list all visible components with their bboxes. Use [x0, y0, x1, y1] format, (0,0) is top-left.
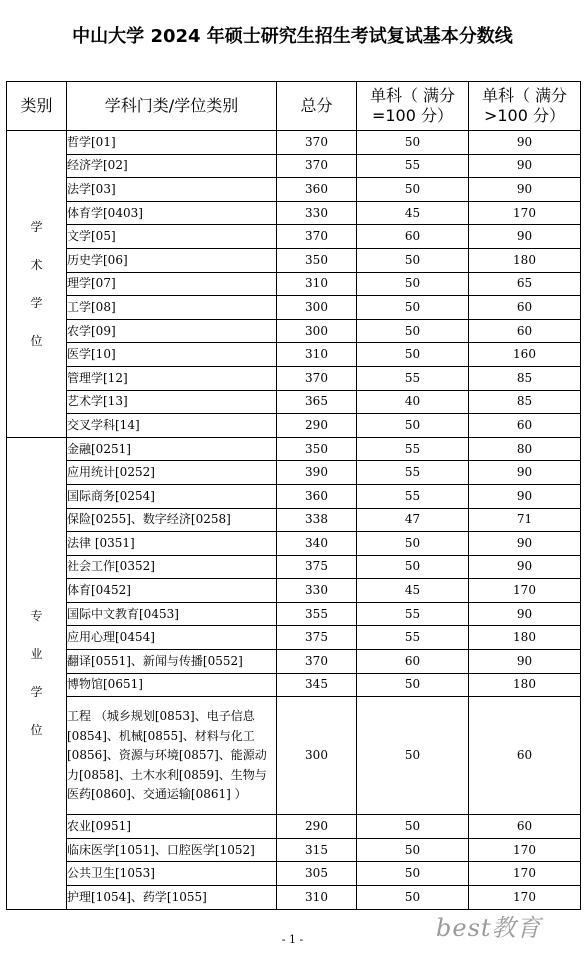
table-header-row	[7, 82, 581, 131]
table-row	[7, 154, 581, 178]
single-over-100-cell: 90	[469, 225, 581, 249]
subject-cell: 艺术学[13]	[67, 390, 277, 414]
subject-cell: 经济学[02]	[67, 154, 277, 178]
table-row	[7, 697, 581, 815]
subject-cell: 法律 [0351]	[67, 532, 277, 556]
single-over-100-cell: 180	[469, 626, 581, 650]
single-over-100-cell: 170	[469, 201, 581, 225]
subject-cell: 金融[0251]	[67, 437, 277, 461]
total-score-cell: 330	[277, 579, 357, 603]
single-100-cell: 50	[357, 886, 469, 910]
single-100-cell: 60	[357, 225, 469, 249]
total-score-cell: 290	[277, 414, 357, 438]
single-over-100-cell: 90	[469, 131, 581, 155]
total-score-cell: 330	[277, 201, 357, 225]
table-row	[7, 414, 581, 438]
single-100-cell: 55	[357, 602, 469, 626]
total-score-cell: 315	[277, 838, 357, 862]
subject-cell: 工学[08]	[67, 296, 277, 320]
total-score-cell: 300	[277, 319, 357, 343]
single-over-100-cell: 170	[469, 579, 581, 603]
subject-cell: 国际中文教育[0453]	[67, 602, 277, 626]
single-over-100-cell: 65	[469, 272, 581, 296]
table-row	[7, 838, 581, 862]
total-score-cell: 365	[277, 390, 357, 414]
category-cell	[7, 131, 67, 438]
subject-cell: 护理[1054]、药学[1055]	[67, 886, 277, 910]
table-row	[7, 272, 581, 296]
single-over-100-cell: 60	[469, 697, 581, 815]
total-score-cell: 360	[277, 484, 357, 508]
subject-cell: 博物馆[0651]	[67, 673, 277, 697]
table-row	[7, 248, 581, 272]
single-over-100-cell: 60	[469, 296, 581, 320]
total-score-cell: 390	[277, 461, 357, 485]
total-score-cell: 310	[277, 886, 357, 910]
total-score-cell: 345	[277, 673, 357, 697]
subject-cell: 应用统计[0252]	[67, 461, 277, 485]
subject-cell: 历史学[06]	[67, 248, 277, 272]
table-row	[7, 579, 581, 603]
single-over-100-cell: 90	[469, 650, 581, 674]
single-100-cell: 50	[357, 343, 469, 367]
subject-cell: 社会工作[0352]	[67, 555, 277, 579]
subject-cell: 翻译[0551]、新闻与传播[0552]	[67, 650, 277, 674]
single-100-cell: 50	[357, 319, 469, 343]
total-score-cell: 375	[277, 626, 357, 650]
single-over-100-cell: 80	[469, 437, 581, 461]
total-score-cell: 338	[277, 508, 357, 532]
table-row	[7, 178, 581, 202]
single-100-cell: 47	[357, 508, 469, 532]
single-100-cell: 50	[357, 838, 469, 862]
single-over-100-cell: 60	[469, 414, 581, 438]
single-100-cell: 50	[357, 131, 469, 155]
single-100-cell: 50	[357, 862, 469, 886]
table-row	[7, 602, 581, 626]
category-cell	[7, 437, 67, 909]
table-row	[7, 461, 581, 485]
single-over-100-cell: 180	[469, 673, 581, 697]
table-row	[7, 650, 581, 674]
table-row	[7, 296, 581, 320]
total-score-cell: 300	[277, 296, 357, 320]
subject-cell: 国际商务[0254]	[67, 484, 277, 508]
table-body	[7, 131, 581, 910]
single-over-100-cell: 90	[469, 178, 581, 202]
single-100-cell: 55	[357, 154, 469, 178]
total-score-cell: 305	[277, 862, 357, 886]
single-over-100-cell: 90	[469, 555, 581, 579]
single-over-100-cell: 90	[469, 532, 581, 556]
table-row	[7, 532, 581, 556]
subject-cell: 农业[0951]	[67, 815, 277, 839]
total-score-cell: 350	[277, 437, 357, 461]
single-over-100-cell: 71	[469, 508, 581, 532]
single-over-100-cell: 85	[469, 390, 581, 414]
single-100-cell: 50	[357, 296, 469, 320]
total-score-cell: 370	[277, 154, 357, 178]
subject-cell: 理学[07]	[67, 272, 277, 296]
total-score-cell: 290	[277, 815, 357, 839]
header-single-100: 单科（ 满分=100 分）	[357, 82, 469, 131]
single-over-100-cell: 60	[469, 319, 581, 343]
header-single-over-100: 单科（ 满分>100 分）	[469, 82, 581, 131]
header-total: 总分	[277, 82, 357, 131]
single-over-100-cell: 90	[469, 602, 581, 626]
single-100-cell: 45	[357, 579, 469, 603]
subject-cell: 哲学[01]	[67, 131, 277, 155]
table-row	[7, 201, 581, 225]
total-score-cell: 350	[277, 248, 357, 272]
table-row	[7, 343, 581, 367]
subject-cell: 工程 （城乡规划[0853]、电子信息[0854]、机械[0855]、材料与化工[0856]、资源与环境[0857]、能源动力[0858]、土木水利[0859]、生物与医药[0860]、交通运输[0861] ）	[67, 697, 277, 815]
table-row	[7, 131, 581, 155]
category-label: 学术学位	[30, 219, 43, 348]
single-over-100-cell: 170	[469, 838, 581, 862]
subject-cell: 交叉学科[14]	[67, 414, 277, 438]
total-score-cell: 340	[277, 532, 357, 556]
single-over-100-cell: 90	[469, 154, 581, 178]
single-100-cell: 55	[357, 461, 469, 485]
subject-cell: 法学[03]	[67, 178, 277, 202]
single-100-cell: 50	[357, 248, 469, 272]
single-over-100-cell: 160	[469, 343, 581, 367]
table-row	[7, 390, 581, 414]
subject-cell: 公共卫生[1053]	[67, 862, 277, 886]
total-score-cell: 310	[277, 272, 357, 296]
single-over-100-cell: 170	[469, 862, 581, 886]
category-label: 专业学位	[30, 609, 43, 738]
table-row	[7, 366, 581, 390]
table-row	[7, 484, 581, 508]
table-row	[7, 815, 581, 839]
subject-cell: 农学[09]	[67, 319, 277, 343]
single-100-cell: 50	[357, 178, 469, 202]
header-subject: 学科门类/学位类别	[67, 82, 277, 131]
single-100-cell: 45	[357, 201, 469, 225]
table-row	[7, 437, 581, 461]
table-row	[7, 508, 581, 532]
table-row	[7, 225, 581, 249]
single-over-100-cell: 85	[469, 366, 581, 390]
table-row	[7, 673, 581, 697]
single-100-cell: 50	[357, 532, 469, 556]
page-title: 中山大学 2024 年硕士研究生招生考试复试基本分数线	[72, 26, 513, 47]
total-score-cell: 375	[277, 555, 357, 579]
single-over-100-cell: 90	[469, 461, 581, 485]
total-score-cell: 370	[277, 366, 357, 390]
subject-cell: 临床医学[1051]、口腔医学[1052]	[67, 838, 277, 862]
table-row	[7, 626, 581, 650]
page-number: - 1 -	[281, 933, 304, 946]
single-100-cell: 50	[357, 414, 469, 438]
single-over-100-cell: 170	[469, 886, 581, 910]
subject-cell: 保险[0255]、数字经济[0258]	[67, 508, 277, 532]
subject-cell: 体育学[0403]	[67, 201, 277, 225]
table-row	[7, 862, 581, 886]
table-row	[7, 555, 581, 579]
single-100-cell: 55	[357, 437, 469, 461]
subject-cell: 文学[05]	[67, 225, 277, 249]
watermark-logo: best教育	[436, 914, 542, 942]
total-score-cell: 310	[277, 343, 357, 367]
score-table	[6, 81, 581, 910]
single-100-cell: 55	[357, 366, 469, 390]
single-over-100-cell: 180	[469, 248, 581, 272]
table-row	[7, 886, 581, 910]
table-row	[7, 319, 581, 343]
header-category: 类别	[7, 82, 67, 131]
total-score-cell: 370	[277, 131, 357, 155]
subject-cell: 体育[0452]	[67, 579, 277, 603]
single-100-cell: 50	[357, 555, 469, 579]
total-score-cell: 370	[277, 225, 357, 249]
total-score-cell: 300	[277, 697, 357, 815]
single-over-100-cell: 60	[469, 815, 581, 839]
subject-cell: 医学[10]	[67, 343, 277, 367]
single-100-cell: 55	[357, 626, 469, 650]
single-100-cell: 50	[357, 272, 469, 296]
subject-cell: 应用心理[0454]	[67, 626, 277, 650]
single-100-cell: 50	[357, 697, 469, 815]
single-over-100-cell: 90	[469, 484, 581, 508]
subject-cell: 管理学[12]	[67, 366, 277, 390]
total-score-cell: 355	[277, 602, 357, 626]
total-score-cell: 360	[277, 178, 357, 202]
single-100-cell: 55	[357, 484, 469, 508]
single-100-cell: 40	[357, 390, 469, 414]
single-100-cell: 50	[357, 673, 469, 697]
single-100-cell: 50	[357, 815, 469, 839]
single-100-cell: 60	[357, 650, 469, 674]
total-score-cell: 370	[277, 650, 357, 674]
